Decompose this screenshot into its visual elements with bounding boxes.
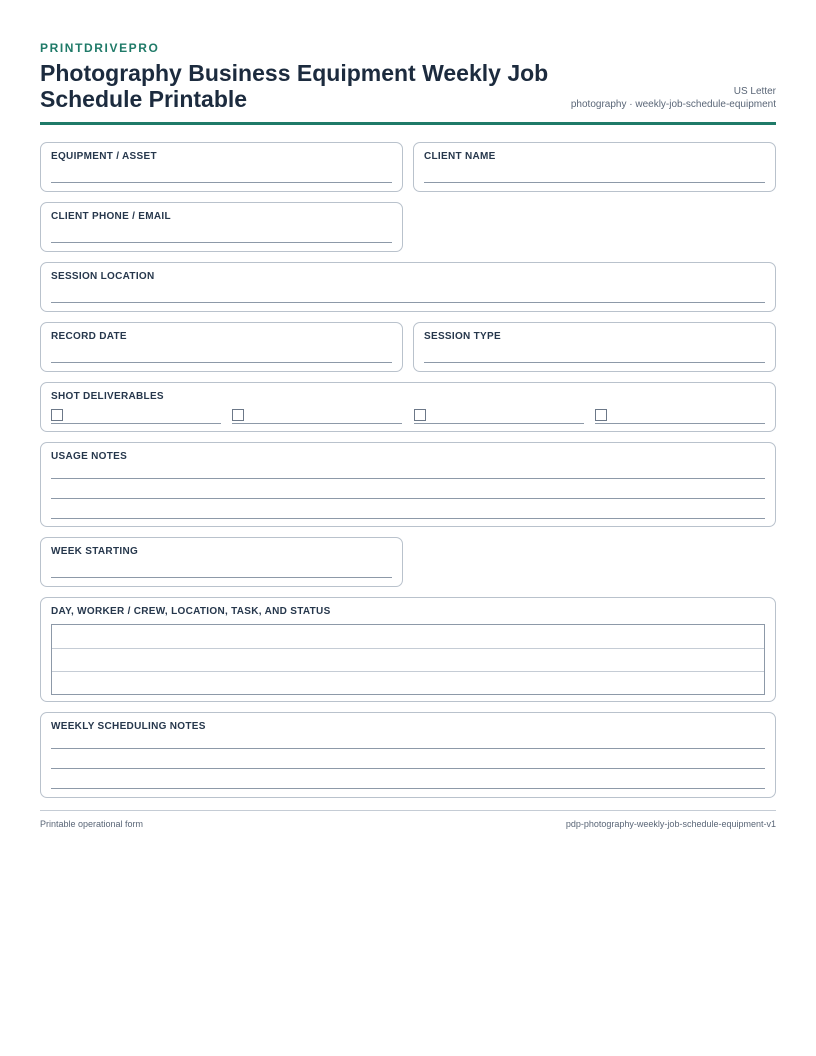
brand-name: PRINTDRIVEPRO xyxy=(40,41,160,55)
record-date-field[interactable] xyxy=(40,322,403,372)
write-line[interactable] xyxy=(51,182,392,183)
session-type-field[interactable] xyxy=(413,322,776,372)
record-date-label: RECORD DATE xyxy=(51,331,127,342)
schedule-table-label: DAY, WORKER / CREW, LOCATION, TASK, AND STATUS xyxy=(51,606,331,617)
client-contact-label: CLIENT PHONE / EMAIL xyxy=(51,211,171,222)
paper-size: US Letter xyxy=(733,86,776,97)
week-starting-label: WEEK STARTING xyxy=(51,546,139,557)
write-line[interactable] xyxy=(51,518,765,519)
write-line[interactable] xyxy=(51,362,392,363)
week-starting-field[interactable] xyxy=(40,537,403,587)
write-line[interactable] xyxy=(51,768,765,769)
checkbox[interactable] xyxy=(595,409,607,421)
write-line[interactable] xyxy=(595,423,765,424)
deliverable-item[interactable] xyxy=(595,409,765,425)
schedule-table-field[interactable] xyxy=(40,597,776,702)
write-line[interactable] xyxy=(51,788,765,789)
client-name-label: CLIENT NAME xyxy=(424,151,496,162)
checkbox[interactable] xyxy=(51,409,63,421)
write-line[interactable] xyxy=(51,302,765,303)
deliverable-item[interactable] xyxy=(51,409,221,425)
schedule-table[interactable] xyxy=(51,624,765,695)
write-line[interactable] xyxy=(51,423,221,424)
footer-form-id: pdp-photography-weekly-job-schedule-equipment-v1 xyxy=(565,819,776,829)
shot-deliverables-label: SHOT DELIVERABLES xyxy=(51,391,164,402)
equipment-asset-field[interactable] xyxy=(40,142,403,192)
form-slug: photography · weekly-job-schedule-equipment xyxy=(570,99,776,110)
footer-rule xyxy=(40,810,776,811)
session-location-field[interactable] xyxy=(40,262,776,312)
page-meta xyxy=(571,85,776,111)
shot-deliverables-field[interactable] xyxy=(40,382,776,432)
weekly-notes-label: WEEKLY SCHEDULING NOTES xyxy=(51,721,206,732)
write-line[interactable] xyxy=(51,577,392,578)
session-type-label: SESSION TYPE xyxy=(424,331,501,342)
table-row-divider xyxy=(52,648,764,649)
weekly-notes-field[interactable] xyxy=(40,712,776,798)
write-line[interactable] xyxy=(51,498,765,499)
usage-notes-field[interactable] xyxy=(40,442,776,527)
footer-description: Printable operational form xyxy=(40,819,144,829)
write-line[interactable] xyxy=(424,182,765,183)
deliverable-item[interactable] xyxy=(232,409,402,425)
table-row-divider xyxy=(52,671,764,672)
write-line[interactable] xyxy=(414,423,584,424)
page-title: Photography Business Equipment Weekly Job Schedule Printable xyxy=(40,60,549,112)
deliverable-item[interactable] xyxy=(414,409,584,425)
equipment-asset-label: EQUIPMENT / ASSET xyxy=(51,151,157,162)
write-line[interactable] xyxy=(51,242,392,243)
header-rule xyxy=(40,122,776,125)
client-name-field[interactable] xyxy=(413,142,776,192)
session-location-label: SESSION LOCATION xyxy=(51,271,155,282)
write-line[interactable] xyxy=(51,478,765,479)
checkbox[interactable] xyxy=(232,409,244,421)
write-line[interactable] xyxy=(51,748,765,749)
client-contact-field[interactable] xyxy=(40,202,403,252)
write-line[interactable] xyxy=(424,362,765,363)
write-line[interactable] xyxy=(232,423,402,424)
usage-notes-label: USAGE NOTES xyxy=(51,451,128,462)
deliverables-checklist xyxy=(51,409,765,425)
checkbox[interactable] xyxy=(414,409,426,421)
